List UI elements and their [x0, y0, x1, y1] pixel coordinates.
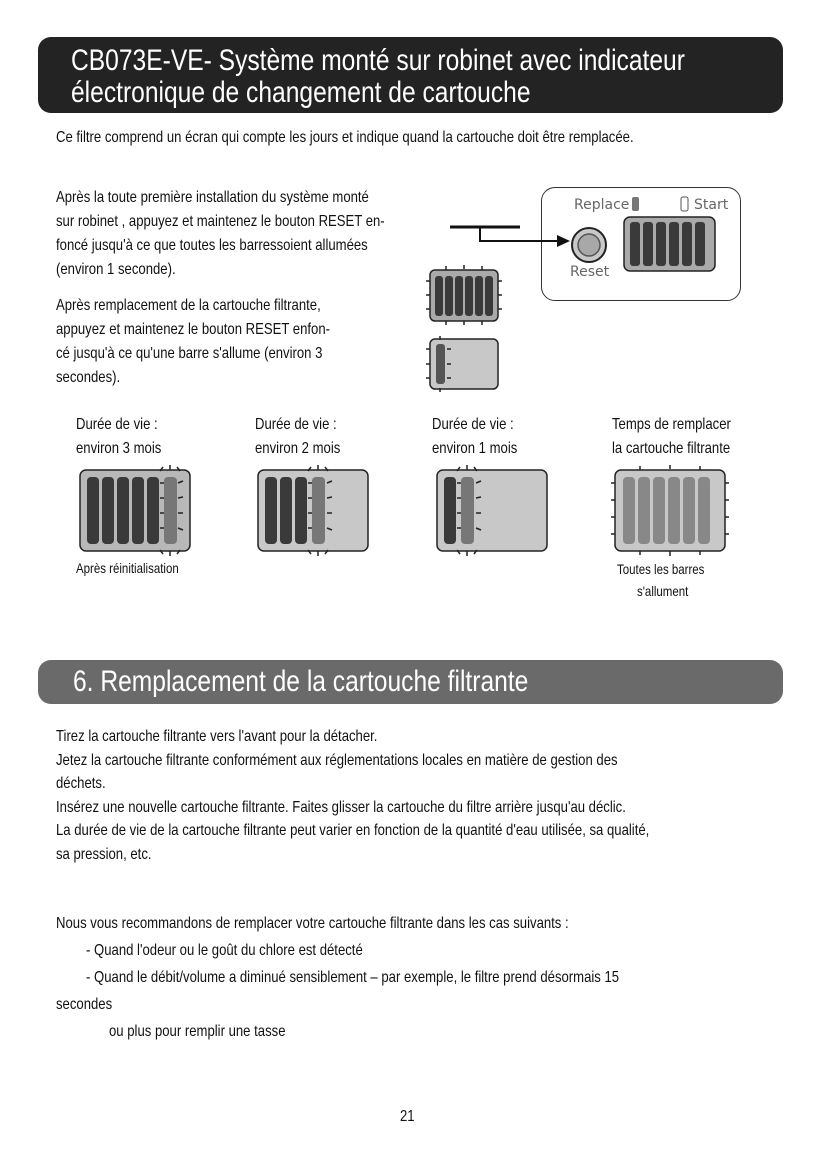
- install-instructions: Après la toute première installation du système monté sur robinet , appuyez et maintenez le bouton RESET en- foncé jusqu'à ce que toutes les barressoient allumées (environ 1 seconde).: [56, 189, 385, 278]
- panel-bar-display: [624, 217, 715, 271]
- header-title-line1: CB073E-VE- Système monté sur robinet avec indicateur: [71, 44, 685, 77]
- stage-display-1-month: [437, 465, 547, 556]
- stage-title-1-month: Durée de vie : environ 1 mois: [432, 416, 518, 457]
- small-display-all-bars: [426, 265, 502, 325]
- stage-display-replace: [611, 465, 729, 556]
- start-indicator-icon: [681, 197, 688, 211]
- stage-display-2-months: [258, 465, 368, 556]
- page-number: 21: [400, 1108, 415, 1125]
- section6-title: 6. Remplacement de la cartouche filtrante: [73, 665, 529, 698]
- caption-all-bars: Toutes les barres s'allument: [617, 561, 705, 599]
- connector-arrow-line: [480, 227, 560, 241]
- reset-button[interactable]: [572, 228, 606, 262]
- arrow-head-icon: [557, 235, 570, 247]
- section6-paragraph: Tirez la cartouche filtrante vers l'avant pour la détacher. Jetez la cartouche filtrante conformément aux réglementations locales en matière de gestion des déchets. Insérez une nouvelle cartouche filtrante. Faites glisser la cartouche du filtre arrière jusqu'au déclic. La durée de vie de la cartouche filtrante peut varier en fonction de la quantité d'eau utilisée, sa qualité, sa pression, etc.: [56, 728, 650, 863]
- replace-indicator-icon: [632, 197, 639, 211]
- header-title-line2: électronique de changement de cartouche: [71, 76, 531, 109]
- intro-text: Ce filtre comprend un écran qui compte les jours et indique quand la cartouche doit être remplacée.: [56, 129, 634, 146]
- stage-title-3-months: Durée de vie : environ 3 mois: [76, 416, 162, 457]
- small-display-one-bar: [426, 336, 498, 392]
- stage-title-2-months: Durée de vie : environ 2 mois: [255, 416, 341, 457]
- section6-banner: [38, 660, 783, 704]
- caption-after-reset: Après réinitialisation: [76, 560, 179, 576]
- reset-label: Reset: [570, 264, 610, 280]
- stage-display-3-months: [80, 465, 190, 556]
- start-label: Start: [694, 197, 729, 213]
- recommendations: Nous vous recommandons de remplacer votre cartouche filtrante dans les cas suivants : - Quand l'odeur ou le goût du chlore est détecté - Quand le débit/volume a diminué sensiblement – par exemple, le filtre prend désormais 15 secondes ou plus pour remplir une tasse: [56, 915, 620, 1040]
- replace-label: Replace: [574, 197, 630, 213]
- stage-title-replace: Temps de remplacer la cartouche filtrante: [612, 416, 731, 457]
- replacement-instructions: Après remplacement de la cartouche filtrante, appuyez et maintenez le bouton RESET enfon- cé jusqu'à ce qu'une barre s'allume (environ 3 secondes).: [56, 297, 330, 386]
